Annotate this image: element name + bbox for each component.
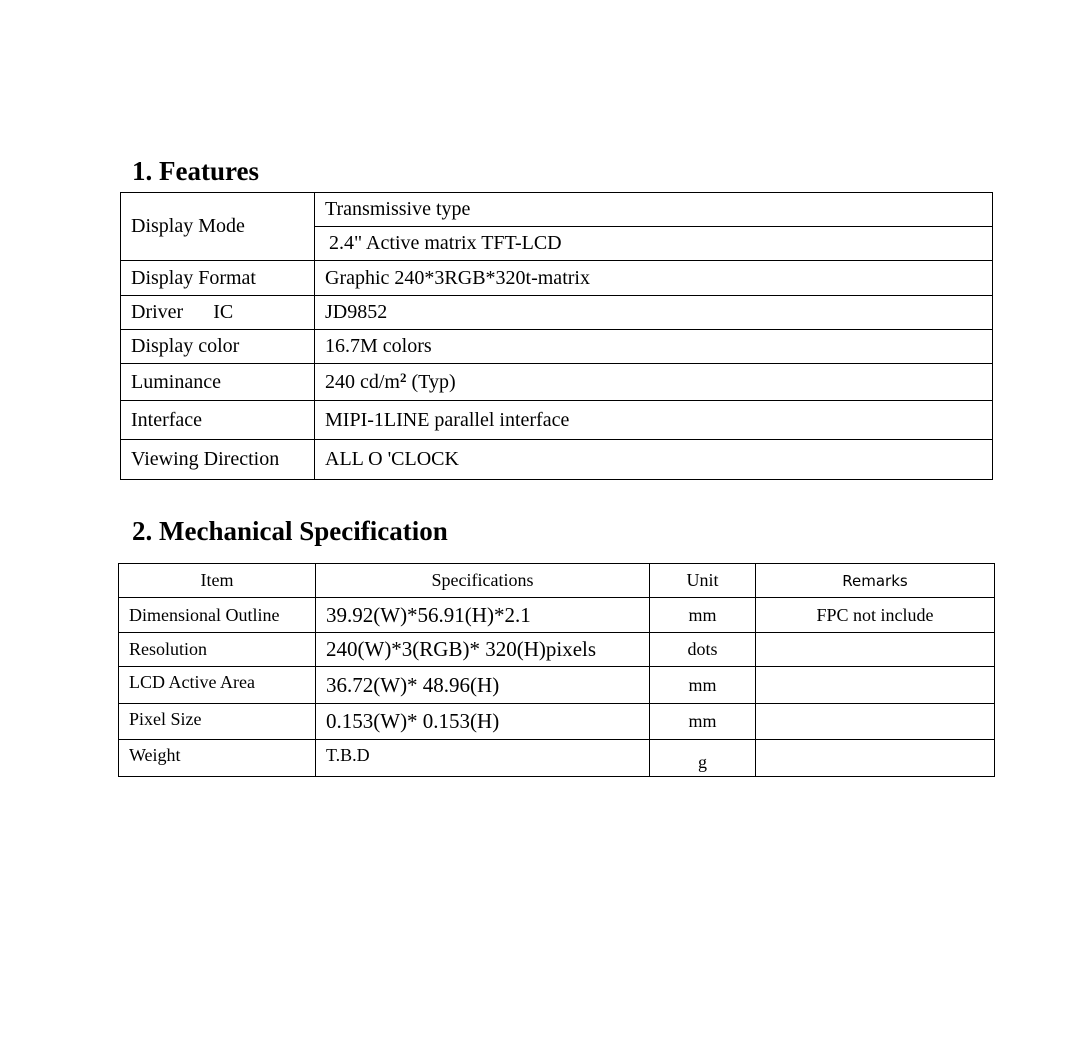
display-color-value: 16.7M colors (315, 330, 993, 364)
table-row (119, 667, 995, 704)
viewing-direction-label: Viewing Direction (121, 440, 315, 480)
interface-value: MIPI-1LINE parallel interface (315, 401, 993, 440)
table-row (121, 261, 993, 296)
table-row (119, 598, 995, 633)
luminance-value (315, 364, 993, 401)
unit-cell: g (650, 740, 756, 777)
remarks-cell (756, 633, 995, 667)
luminance-label: Luminance (121, 364, 315, 401)
unit-cell: dots (650, 633, 756, 667)
table-row (121, 330, 993, 364)
table-row (119, 704, 995, 740)
display-format-label: Display Format (121, 261, 315, 296)
item-cell: Resolution (119, 633, 316, 667)
table-header-row (119, 564, 995, 598)
features-heading: 1. Features (132, 156, 259, 186)
luminance-value-main: 240 cd/m (325, 371, 400, 393)
table-row (121, 296, 993, 330)
display-mode-value-2: 2.4" Active matrix TFT-LCD (315, 227, 993, 261)
mechanical-heading: 2. Mechanical Specification (132, 516, 448, 546)
unit-cell: mm (650, 598, 756, 633)
table-row (119, 633, 995, 667)
unit-cell: mm (650, 704, 756, 740)
display-mode-label: Display Mode (121, 193, 315, 261)
table-row (121, 364, 993, 401)
unit-cell: mm (650, 667, 756, 704)
spec-cell: T.B.D (316, 740, 650, 777)
header-item: Item (119, 564, 316, 598)
item-cell: Pixel Size (119, 704, 316, 740)
header-unit: Unit (650, 564, 756, 598)
driver-ic-label: Driver IC (121, 296, 315, 330)
item-cell: Weight (119, 740, 316, 777)
interface-label: Interface (121, 401, 315, 440)
luminance-value-tail: (Typ) (406, 371, 456, 393)
display-format-value: Graphic 240*3RGB*320t-matrix (315, 261, 993, 296)
table-row (121, 440, 993, 480)
luminance-value-sup: 2 (400, 370, 407, 385)
spec-cell: 36.72(W)* 48.96(H) (316, 667, 650, 704)
mechanical-table (118, 563, 995, 777)
viewing-direction-value: ALL O 'CLOCK (315, 440, 993, 480)
remarks-cell (756, 740, 995, 777)
spec-cell: 39.92(W)*56.91(H)*2.1 (316, 598, 650, 633)
header-remarks: Remarks (756, 564, 995, 598)
table-row (121, 401, 993, 440)
header-specifications: Specifications (316, 564, 650, 598)
remarks-cell: FPC not include (756, 598, 995, 633)
item-cell: LCD Active Area (119, 667, 316, 704)
features-table (120, 192, 993, 480)
display-mode-value-1: Transmissive type (315, 193, 993, 227)
table-row (121, 193, 993, 227)
driver-ic-value: JD9852 (315, 296, 993, 330)
spec-cell: 0.153(W)* 0.153(H) (316, 704, 650, 740)
display-color-label: Display color (121, 330, 315, 364)
item-cell: Dimensional Outline (119, 598, 316, 633)
remarks-cell (756, 667, 995, 704)
spec-cell: 240(W)*3(RGB)* 320(H)pixels (316, 633, 650, 667)
remarks-cell (756, 704, 995, 740)
table-row (119, 740, 995, 777)
